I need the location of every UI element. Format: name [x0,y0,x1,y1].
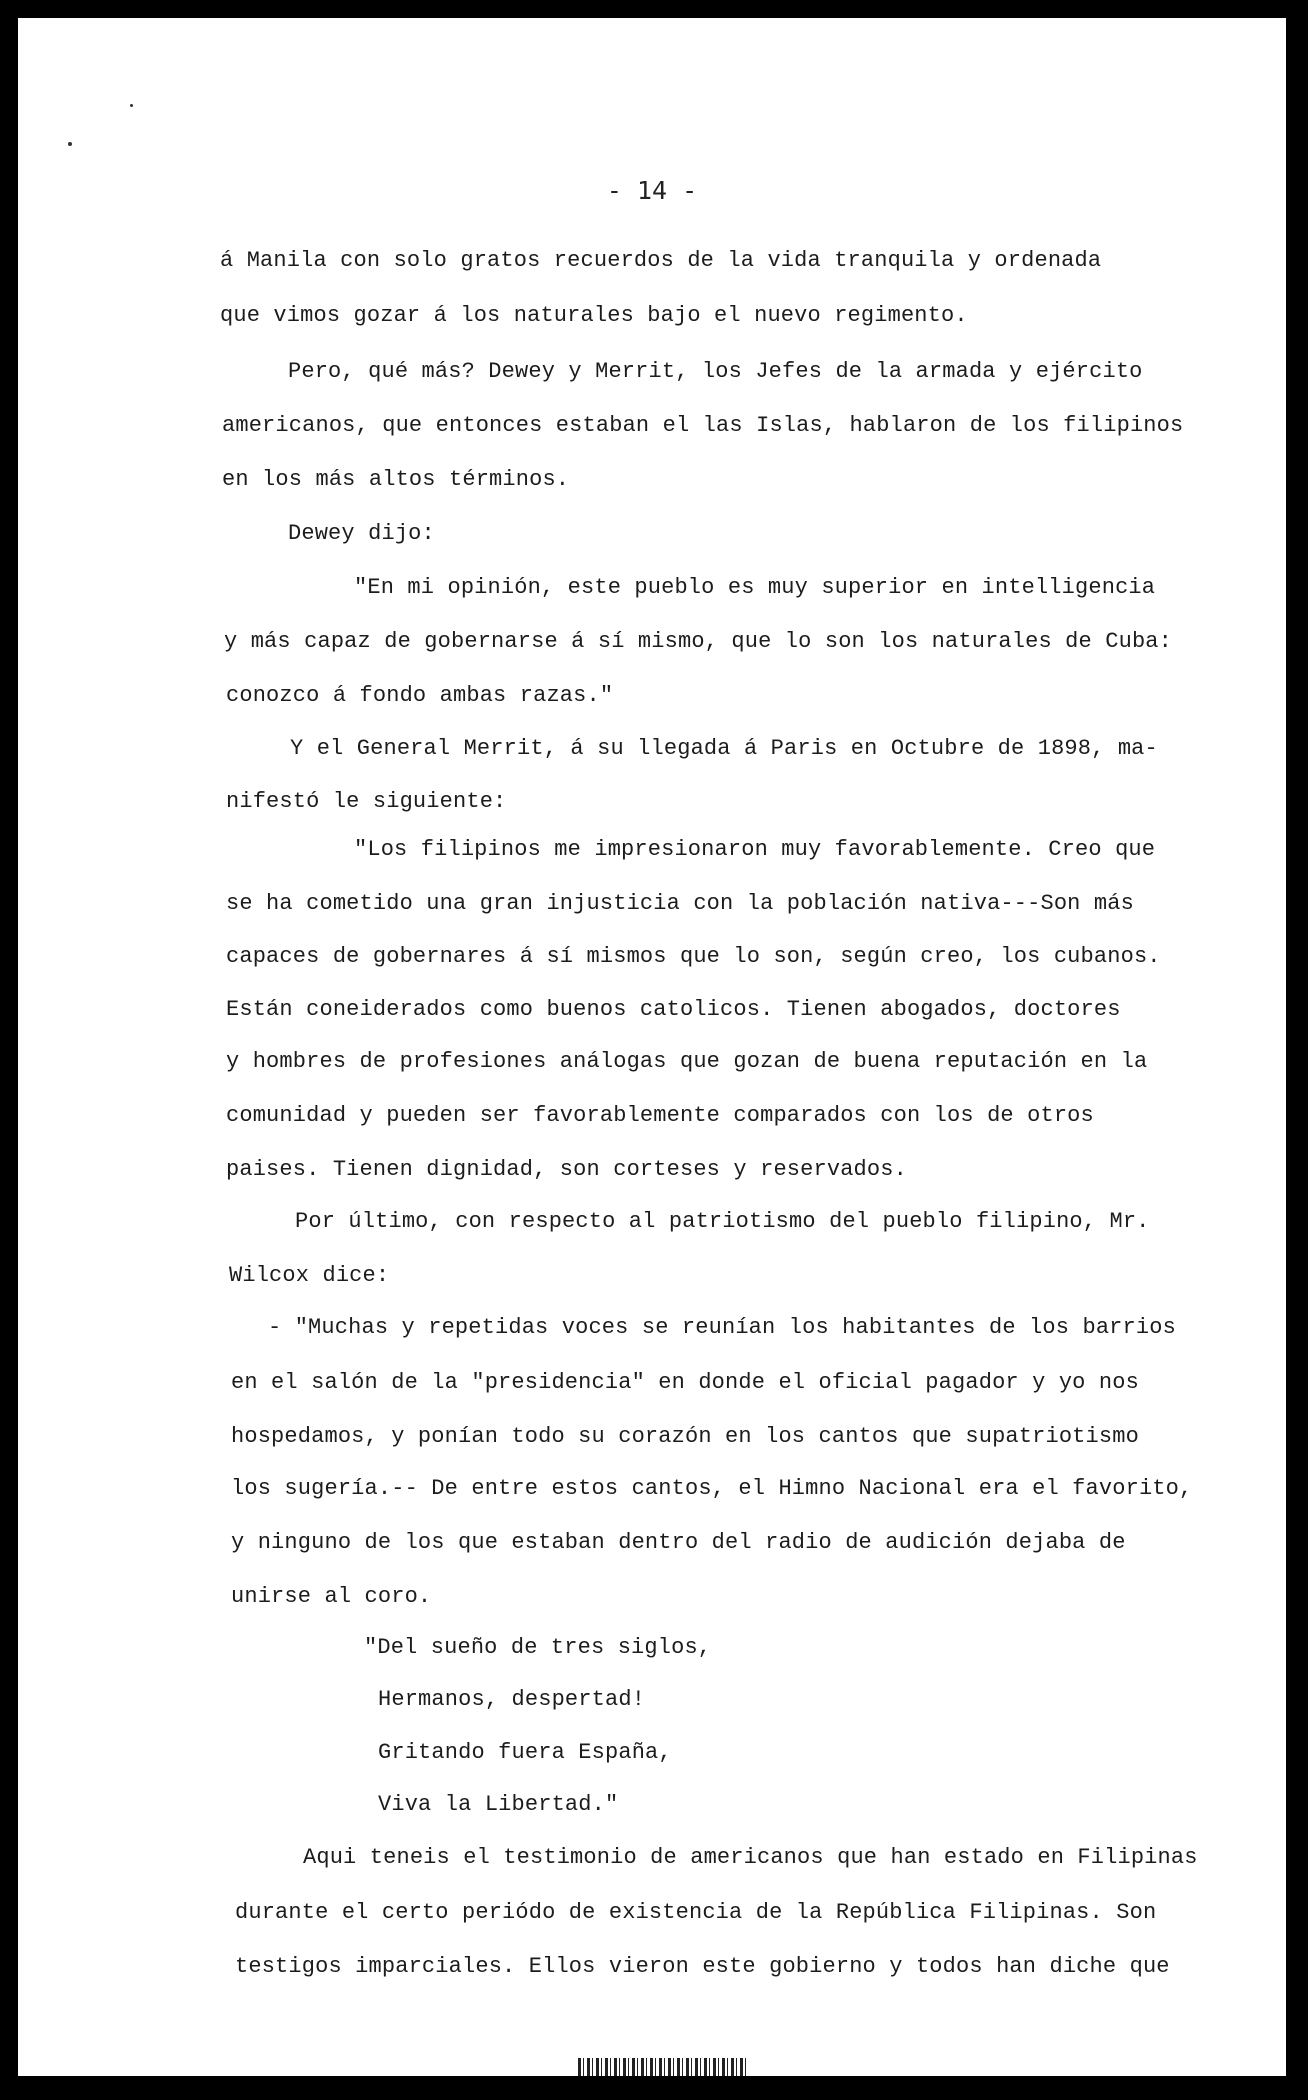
paper-speck [130,104,133,107]
text-line: capaces de gobernares á sí mismos que lo son, según creo, los cubanos. [226,944,1161,969]
poem-line: "Del sueño de tres siglos, [364,1635,712,1660]
text-line: Aqui teneis el testimonio de americanos que han estado en Filipinas [303,1845,1198,1870]
text-line: se ha cometido una gran injusticia con la población nativa---Son más [226,891,1134,916]
text-line: Y el General Merrit, á su llegada á Paris en Octubre de 1898, ma- [290,736,1158,761]
document-page [18,18,1286,2076]
text-line: - "Muchas y repetidas voces se reunían los habitantes de los barrios [268,1315,1176,1340]
text-line: hospedamos, y ponían todo su corazón en los cantos que supatriotismo [231,1424,1139,1449]
text-line: americanos, que entonces estaban el las Islas, hablaron de los filipinos [222,413,1184,438]
poem-line: Gritando fuera España, [378,1740,672,1765]
text-line: comunidad y pueden ser favorablemente comparados con los de otros [226,1103,1094,1128]
text-line: unirse al coro. [231,1584,432,1609]
text-line: y ninguno de los que estaban dentro del radio de audición dejaba de [231,1530,1126,1555]
text-line: Dewey dijo: [288,521,435,546]
text-line: Wilcox dice: [229,1263,390,1288]
text-line: en el salón de la "presidencia" en donde el oficial pagador y yo nos [231,1370,1139,1395]
poem-line: Hermanos, despertad! [378,1687,646,1712]
paper-speck [68,142,72,146]
text-line: y más capaz de gobernarse á sí mismo, que lo son los naturales de Cuba: [224,629,1173,654]
text-line: nifestó le siguiente: [226,789,507,814]
page-number: - 14 - [606,176,698,205]
text-line: á Manila con solo gratos recuerdos de la vida tranquila y ordenada [220,248,1102,273]
text-line: conozco á fondo ambas razas." [226,683,614,708]
text-line: que vimos gozar á los naturales bajo el nuevo regimento. [220,303,968,328]
text-line: durante el certo periódo de existencia de la República Filipinas. Son [235,1900,1157,1925]
text-line: los sugería.-- De entre estos cantos, el Himno Nacional era el favorito, [231,1476,1193,1501]
text-line: testigos imparciales. Ellos vieron este gobierno y todos han diche que [235,1954,1170,1979]
text-line: en los más altos términos. [222,467,570,492]
scan-barcode-strip [578,2058,748,2076]
text-line: Están coneiderados como buenos catolicos. Tienen abogados, doctores [226,997,1121,1022]
text-line: paises. Tienen dignidad, son corteses y reservados. [226,1157,907,1182]
text-line: "En mi opinión, este pueblo es muy superior en intelligencia [354,575,1156,600]
text-line: Por último, con respecto al patriotismo del pueblo filipino, Mr. [295,1209,1150,1234]
poem-line: Viva la Libertad." [378,1792,619,1817]
text-line: y hombres de profesiones análogas que gozan de buena reputación en la [226,1049,1148,1074]
text-line: "Los filipinos me impresionaron muy favorablemente. Creo que [354,837,1156,862]
text-line: Pero, qué más? Dewey y Merrit, los Jefes de la armada y ejército [288,359,1143,384]
